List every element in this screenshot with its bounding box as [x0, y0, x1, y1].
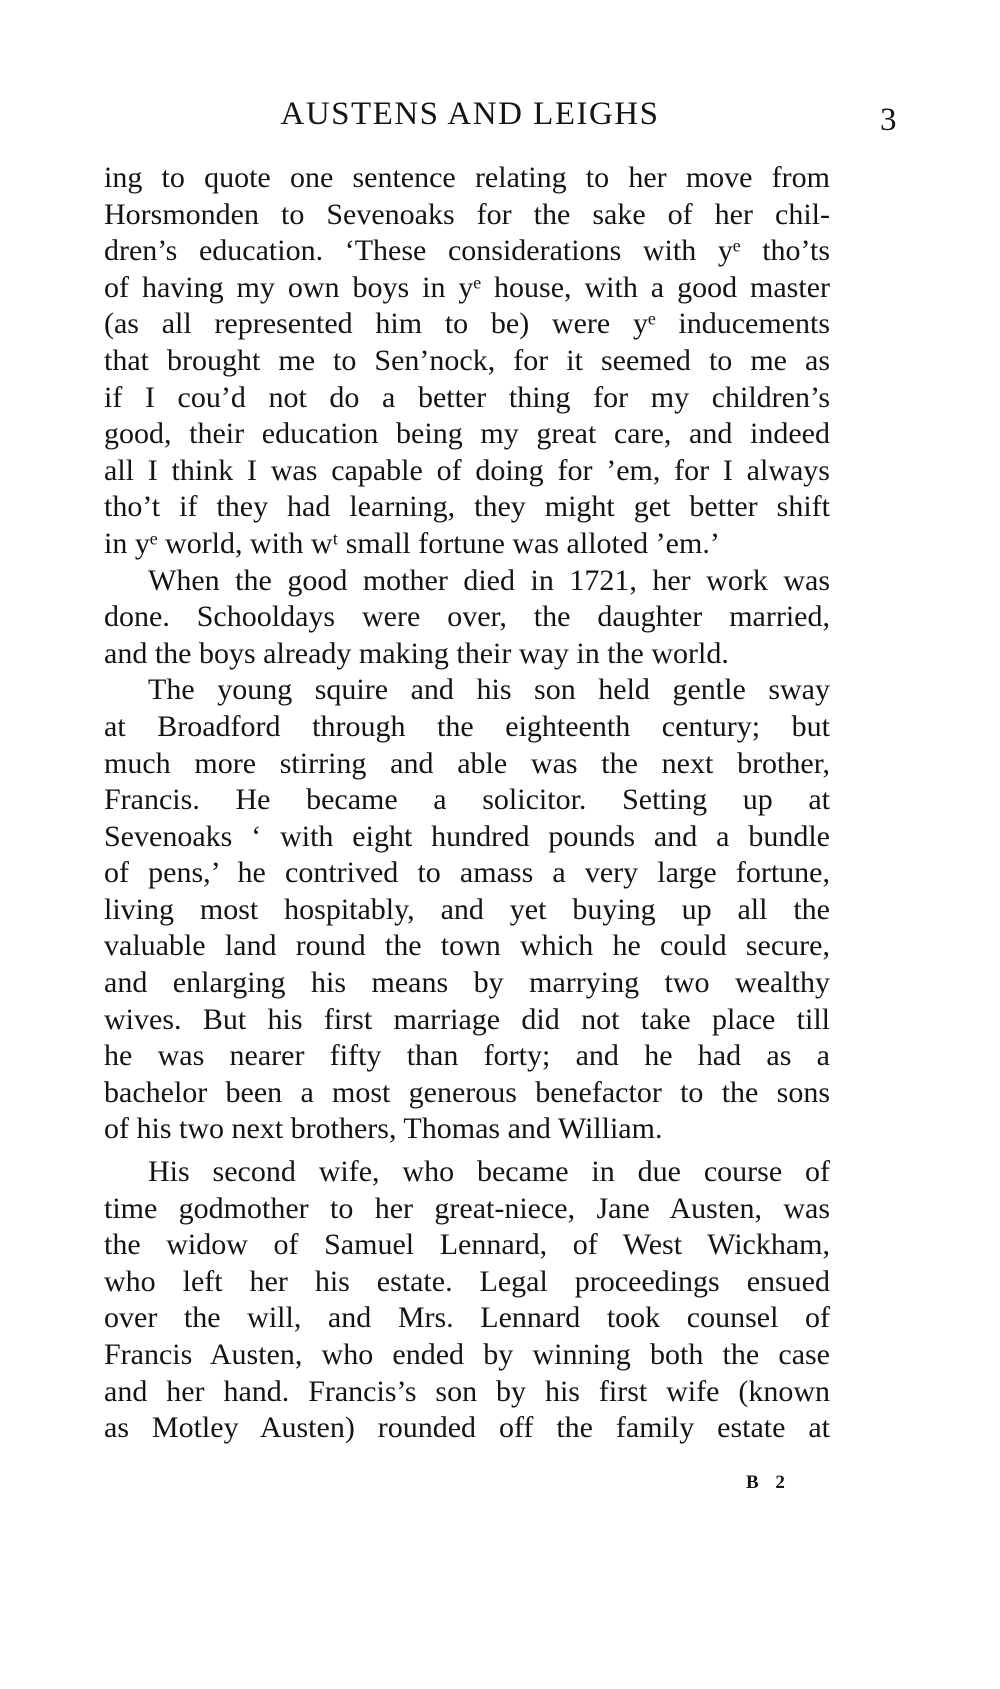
text-line: of having my own boys in yᵉ house, with a good master: [104, 270, 830, 304]
paragraph-1: [104, 160, 830, 563]
text-line: living most hospitably, and yet buying up all the: [104, 892, 830, 926]
text-line: (as all represented him to be) were yᵉ inducements: [104, 307, 830, 341]
text-line: bachelor been a most generous benefactor to the sons: [104, 1075, 830, 1109]
text-line: valuable land round the town which he could secure,: [104, 929, 830, 963]
text-line: wives. But his first marriage did not take place till: [104, 1002, 830, 1036]
text-line: and enlarging his means by marrying two wealthy: [104, 966, 830, 1000]
text-line: His second wife, who became in due course of: [148, 1155, 830, 1189]
text-line: dren’s education. ‘These considerations with yᵉ tho’ts: [104, 234, 830, 268]
paragraph-4: [104, 1154, 830, 1447]
signature-mark: B 2: [746, 1472, 791, 1493]
text-line: all I think I was capable of doing for ’em, for I always: [104, 453, 830, 487]
text-line: good, their education being my great care, and indeed: [104, 417, 830, 451]
text-line: of his two next brothers, Thomas and William.: [104, 1112, 663, 1146]
text-line: at Broadford through the eighteenth century; but: [104, 709, 830, 743]
text-line: Francis. He became a solicitor. Setting up at: [104, 783, 830, 817]
text-line: much more stirring and able was the next brother,: [104, 746, 830, 780]
text-line: and the boys already making their way in the world.: [104, 636, 729, 670]
text-line: When the good mother died in 1721, her work was: [148, 563, 830, 597]
text-line: tho’t if they had learning, they might get better shift: [104, 490, 830, 524]
text-line: as Motley Austen) rounded off the family estate at: [104, 1411, 830, 1445]
text-line: if I cou’d not do a better thing for my children’s: [104, 380, 830, 414]
text-line: time godmother to her great-niece, Jane Austen, was: [104, 1191, 830, 1225]
text-line: Sevenoaks ‘ with eight hundred pounds and a bundle: [104, 819, 830, 853]
body-text: [104, 160, 830, 1447]
text-line: done. Schooldays were over, the daughter married,: [104, 600, 830, 634]
text-line: ing to quote one sentence relating to her move from: [104, 161, 830, 194]
text-line: that brought me to Sen’nock, for it seemed to me as: [104, 343, 830, 377]
running-head: [0, 92, 1000, 142]
text-line: Francis Austen, who ended by winning both the case: [104, 1338, 830, 1371]
text-line: and her hand. Francis’s son by his first wife (known: [104, 1374, 830, 1408]
running-title: AUSTENS AND LEIGHS: [280, 96, 660, 132]
paragraph-2: [104, 563, 830, 673]
text-line: Horsmonden to Sevenoaks for the sake of her chil-: [104, 197, 830, 231]
text-line: The young squire and his son held gentle sway: [148, 673, 830, 707]
text-line: the widow of Samuel Lennard, of West Wickham,: [104, 1228, 830, 1262]
text-line: of pens,’ he contrived to amass a very large fortune,: [104, 856, 830, 890]
page-number: 3: [880, 102, 897, 138]
text-line: in yᵉ world, with wᵗ small fortune was alloted ’em.’: [104, 526, 720, 560]
text-line: who left her his estate. Legal proceedings ensued: [104, 1264, 830, 1298]
paragraph-3: [104, 672, 830, 1148]
text-line: over the will, and Mrs. Lennard took counsel of: [104, 1301, 830, 1335]
text-line: he was nearer fifty than forty; and he had as a: [104, 1039, 830, 1073]
